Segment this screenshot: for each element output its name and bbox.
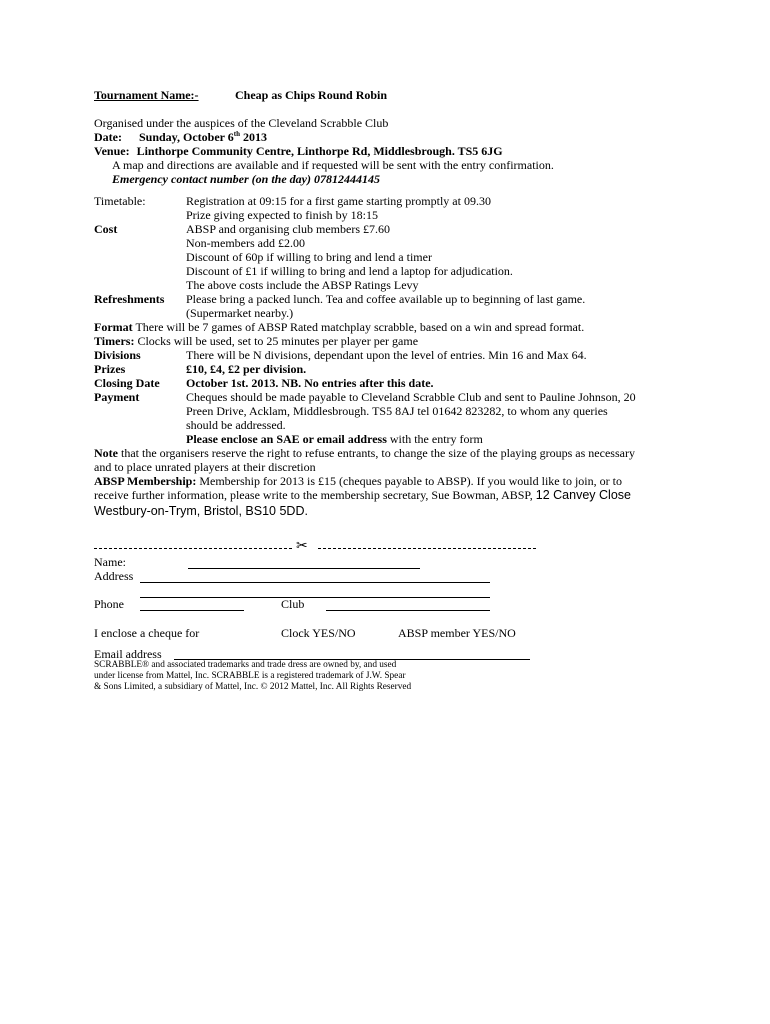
cut-line-left xyxy=(94,548,292,549)
payment-line-3: should be addressed. xyxy=(186,418,286,432)
membership-line-1 xyxy=(94,474,622,488)
trademark-line-1: SCRABBLE® and associated trademarks and trade dress are owned by, and used xyxy=(94,660,397,670)
name-field[interactable] xyxy=(188,568,420,569)
date-line xyxy=(94,130,267,144)
membership-line-2 xyxy=(94,488,631,502)
membership-address-2: Westbury-on-Trym, Bristol, BS10 5DD. xyxy=(94,504,308,518)
date-label: Date: xyxy=(94,130,122,144)
cheque-label: I enclose a cheque for xyxy=(94,626,200,640)
name-label: Name: xyxy=(94,555,126,569)
date-value xyxy=(139,130,267,144)
format-line xyxy=(94,320,584,334)
scissors-icon: ✂ xyxy=(296,538,308,554)
phone-label: Phone xyxy=(94,597,124,611)
emergency-contact: Emergency contact number (on the day) 07812444145 xyxy=(112,172,380,186)
address-field-line-1[interactable] xyxy=(140,582,490,583)
membership-address-1: 12 Canvey Close xyxy=(535,488,631,502)
prizes-label: Prizes xyxy=(94,362,126,376)
prizes-text: £10, £4, £2 per division. xyxy=(186,362,307,376)
membership-label: ABSP Membership: xyxy=(94,474,197,488)
venue-label: Venue: xyxy=(94,144,130,158)
refreshments-label: Refreshments xyxy=(94,292,165,306)
club-label: Club xyxy=(281,597,305,611)
venue-line xyxy=(94,144,503,158)
divisions-text: There will be N divisions, dependant upon the level of entries. Min 16 and Max 64. xyxy=(186,348,587,362)
trademark-line-3: & Sons Limited, a subsidiary of Mattel, Inc. © 2012 Mattel, Inc. All Rights Reserved xyxy=(94,682,412,692)
note-text: that the organisers reserve the right to refuse entrants, to change the size of the playing groups as necessary xyxy=(118,446,635,460)
note-line-1 xyxy=(94,446,635,460)
payment-line-1: Cheques should be made payable to Cleveland Scrabble Club and sent to Pauline Johnson, 20 xyxy=(186,390,636,404)
tournament-name-value: Cheap as Chips Round Robin xyxy=(235,88,388,102)
closing-date-label: Closing Date xyxy=(94,376,160,390)
membership-text-1: Membership for 2013 is £15 (cheques payable to ABSP). If you would like to join, or to xyxy=(196,474,622,488)
clock-option[interactable]: Clock YES/NO xyxy=(281,626,356,640)
sae-instruction: Please enclose an SAE or email address xyxy=(186,432,387,446)
refreshments-line-1: Please bring a packed lunch. Tea and coffee available up to beginning of last game. xyxy=(186,292,586,306)
format-label: Format xyxy=(94,320,133,334)
note-line-2: and to place unrated players at their discretion xyxy=(94,460,316,474)
timetable-line-1: Registration at 09:15 for a first game starting promptly at 09.30 xyxy=(186,194,491,208)
refreshments-line-2: (Supermarket nearby.) xyxy=(186,306,294,320)
note-label: Note xyxy=(94,446,118,460)
cost-line-4: Discount of £1 if willing to bring and lend a laptop for adjudication. xyxy=(186,264,513,278)
divisions-label: Divisions xyxy=(94,348,141,362)
map-note: A map and directions are available and if requested will be sent with the entry confirmation. xyxy=(112,158,554,172)
sae-instruction-rest: with the entry form xyxy=(386,432,483,446)
timers-text: Clocks will be used, set to 25 minutes per player per game xyxy=(134,334,419,348)
closing-date-text: October 1st. 2013. NB. No entries after this date. xyxy=(186,376,434,390)
venue-value: Linthorpe Community Centre, Linthorpe Rd, Middlesbrough. TS5 6JG xyxy=(136,144,503,158)
cost-line-5: The above costs include the ABSP Ratings Levy xyxy=(186,278,419,292)
payment-label: Payment xyxy=(94,390,140,404)
absp-member-option[interactable]: ABSP member YES/NO xyxy=(398,626,516,640)
timetable-line-2: Prize giving expected to finish by 18:15 xyxy=(186,208,378,222)
cost-label: Cost xyxy=(94,222,118,236)
timers-line xyxy=(94,334,418,348)
timetable-label: Timetable: xyxy=(94,194,146,208)
payment-line-4 xyxy=(186,432,483,446)
tournament-name-label: Tournament Name:- xyxy=(94,88,199,102)
membership-text-2: receive further information, please write to the membership secretary, Sue Bowman, ABSP, xyxy=(94,488,536,502)
organised-line: Organised under the auspices of the Cleveland Scrabble Club xyxy=(94,116,389,130)
cost-line-2: Non-members add £2.00 xyxy=(186,236,305,250)
payment-line-2: Preen Drive, Acklam, Middlesbrough. TS5 8AJ tel 01642 823282, to whom any queries xyxy=(186,404,608,418)
phone-field[interactable] xyxy=(140,610,244,611)
cost-line-1: ABSP and organising club members £7.60 xyxy=(186,222,390,236)
club-field[interactable] xyxy=(326,610,490,611)
date-prefix: Sunday, October 6 xyxy=(138,130,234,144)
format-text: There will be 7 games of ABSP Rated matchplay scrabble, based on a win and spread format. xyxy=(132,320,585,334)
trademark-line-2: under license from Mattel, Inc. SCRABBLE is a registered trademark of J.W. Spear xyxy=(94,671,406,681)
cost-line-3: Discount of 60p if willing to bring and lend a timer xyxy=(186,250,432,264)
cut-line-right xyxy=(318,548,536,549)
email-label: Email address xyxy=(94,647,162,661)
timers-label: Timers: xyxy=(94,334,135,348)
address-field-line-2[interactable] xyxy=(140,597,490,598)
date-year: 2013 xyxy=(240,130,268,144)
address-label: Address xyxy=(94,569,134,583)
date-suffix: th xyxy=(233,130,241,138)
